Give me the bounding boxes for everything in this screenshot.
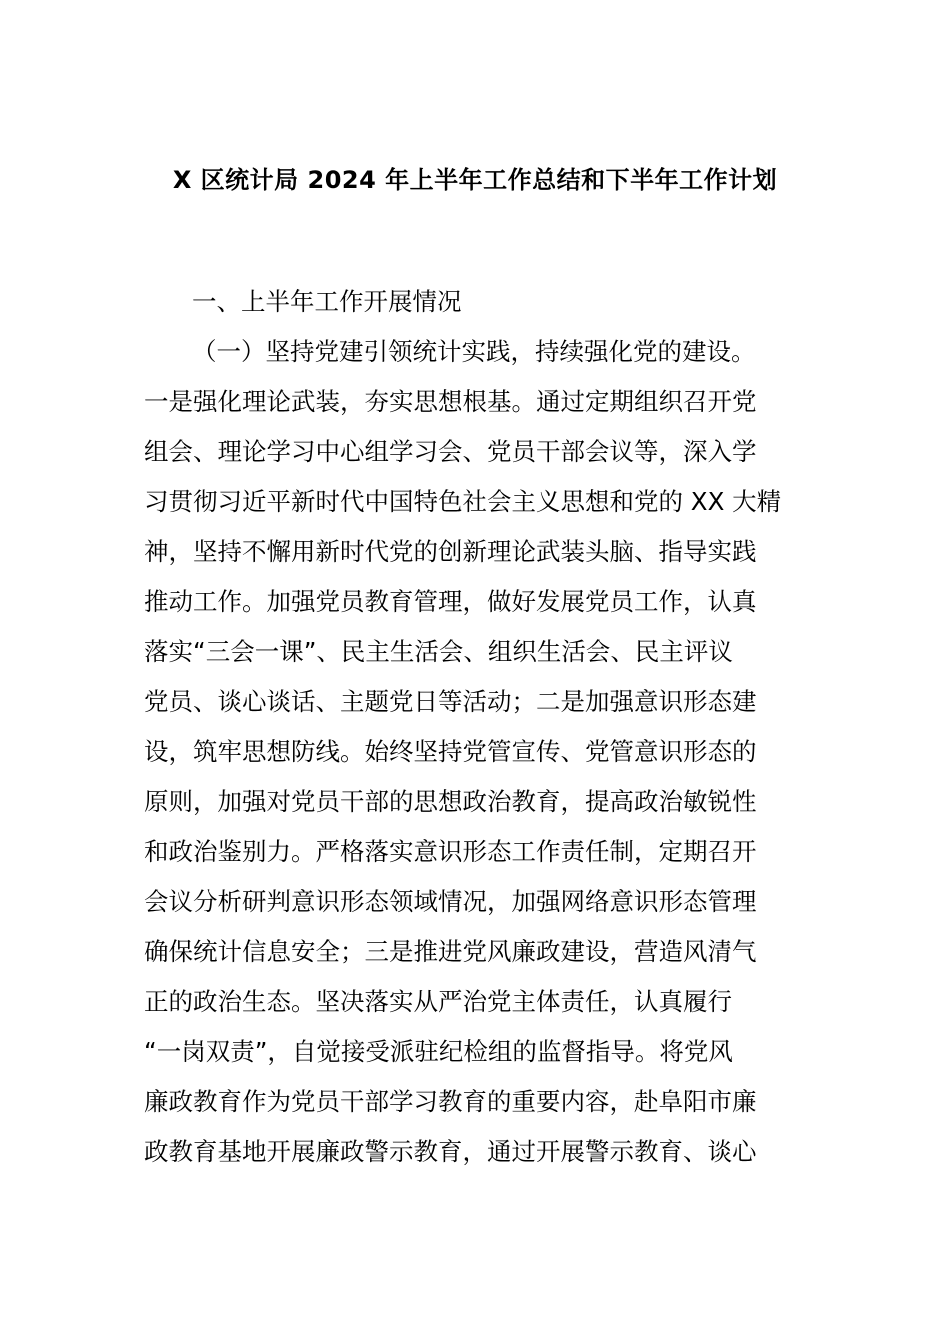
subsection-heading: （一）坚持党建引领统计实践，持续强化党的建设。: [192, 337, 756, 366]
paragraph-line: 原则，加强对党员干部的思想政治教育，提高政治敏锐性: [144, 787, 757, 816]
paragraph-line: 廉政教育作为党员干部学习教育的重要内容，赴阜阳市廉: [144, 1087, 757, 1116]
paragraph-line: 正的政治生态。坚决落实从严治党主体责任，认真履行: [144, 987, 732, 1016]
paragraph-line: 推动工作。加强党员教育管理，做好发展党员工作，认真: [144, 587, 757, 616]
paragraph-line: 一是强化理论武装，夯实思想根基。通过定期组织召开党: [144, 387, 757, 416]
paragraph-line: 和政治鉴别力。严格落实意识形态工作责任制，定期召开: [144, 837, 757, 866]
paragraph-line: 习贯彻习近平新时代中国特色社会主义思想和党的 XX 大精: [144, 487, 782, 516]
paragraph-line: 党员、谈心谈话、主题党日等活动；二是加强意识形态建: [144, 687, 757, 716]
paragraph-line: 政教育基地开展廉政警示教育，通过开展警示教育、谈心: [144, 1137, 757, 1166]
paragraph-line: 神，坚持不懈用新时代党的创新理论武装头脑、指导实践: [144, 537, 757, 566]
paragraph-line: 会议分析研判意识形态领域情况，加强网络意识形态管理: [144, 887, 757, 916]
paragraph-line: 设，筑牢思想防线。始终坚持党管宣传、党管意识形态的: [144, 737, 757, 766]
paragraph-line: “一岗双责”，自觉接受派驻纪检组的监督指导。将党风: [144, 1037, 733, 1066]
paragraph-line: 落实“三会一课”、民主生活会、组织生活会、民主评议: [144, 637, 733, 666]
document-title: X 区统计局 2024 年上半年工作总结和下半年工作计划: [172, 166, 778, 194]
paragraph-line: 组会、理论学习中心组学习会、党员干部会议等，深入学: [144, 437, 757, 466]
paragraph-line: 确保统计信息安全；三是推进党风廉政建设，营造风清气: [144, 937, 757, 966]
section-heading: 一、上半年工作开展情况: [192, 287, 462, 316]
